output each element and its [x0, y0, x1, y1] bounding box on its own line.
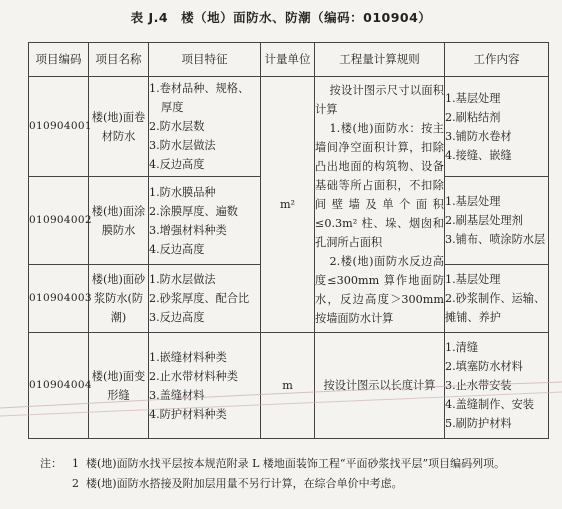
item-features: 1.防水膜品种 2.涂膜厚度、遍数 3.增强材料种类 4.反边高度: [149, 177, 261, 265]
header-code: 项目编码: [29, 43, 89, 77]
shared-unit: m²: [261, 77, 315, 333]
item-features: 1.卷材品种、规格、 厚度 2.防水层数 3.防水层做法 4.反边高度: [149, 77, 261, 177]
item-work: 1.基层处理 2.刷基层处理剂 3.铺布、喷涂防水层: [445, 177, 549, 265]
item-code: 010904004: [29, 333, 89, 439]
item-work: 1.基层处理 2.砂浆制作、运输、摊铺、养护: [445, 265, 549, 333]
item-name: 楼(地)面变形缝: [89, 333, 149, 439]
item-code: 010904001: [29, 77, 89, 177]
item-code: 010904002: [29, 177, 89, 265]
item-features: 1.嵌缝材料种类 2.止水带材料种类 3.盖缝材料 4.防护材料种类: [149, 333, 261, 439]
item-work: 1.清缝 2.填塞防水材料 3.止水带安装 4.盖缝制作、安装 5.刷防护材料: [445, 333, 549, 439]
item-work: 1.基层处理 2.刷粘结剂 3.铺防水卷材 4.接缝、嵌缝: [445, 77, 549, 177]
header-row: [29, 43, 549, 77]
header-unit: 计量单位: [261, 43, 315, 77]
note-item: 2 楼(地)面防水搭接及附加层用量不另行计算，在综合单价中考虑。: [72, 477, 403, 490]
table-row: [29, 333, 549, 439]
item-unit: m: [261, 333, 315, 439]
item-name: 楼(地)面涂膜防水: [89, 177, 149, 265]
header-features: 项目特征: [149, 43, 261, 77]
header-rule: 工程量计算规则: [315, 43, 445, 77]
table-title: 表 J.4 楼（地）面防水、防潮（编码：010904）: [130, 10, 432, 25]
item-name: 楼(地)面卷材防水: [89, 77, 149, 177]
shared-rule: 按设计图示尺寸以面积计算 1.楼(地)面防水：按主墙间净空面积计算，扣除凸出地面的构筑物、设备基础等所占面积，不扣除间壁墙及单个面积≤0.3m² 柱、垛、烟囱和孔洞所占面积 2.楼(地)面防水反边高度≤300mm 算作地面防水，反边高度＞300mm 按墙面防水计算: [315, 77, 445, 333]
item-code: 010904003: [29, 265, 89, 333]
table-row: [29, 77, 549, 177]
spec-table: [28, 42, 549, 439]
item-name: 楼(地)面砂浆防水(防潮): [89, 265, 149, 333]
item-features: 1.防水层做法 2.砂浆厚度、配合比 3.反边高度: [149, 265, 261, 333]
header-name: 项目名称: [89, 43, 149, 77]
item-rule: 按设计图示以长度计算: [315, 333, 445, 439]
table-notes: [40, 454, 540, 494]
header-work: 工作内容: [445, 43, 549, 77]
note-item: 注： 1 楼(地)面防水找平层按本规范附录 L 楼地面装饰工程“平面砂浆找平层”项目编码列项。: [40, 457, 506, 470]
